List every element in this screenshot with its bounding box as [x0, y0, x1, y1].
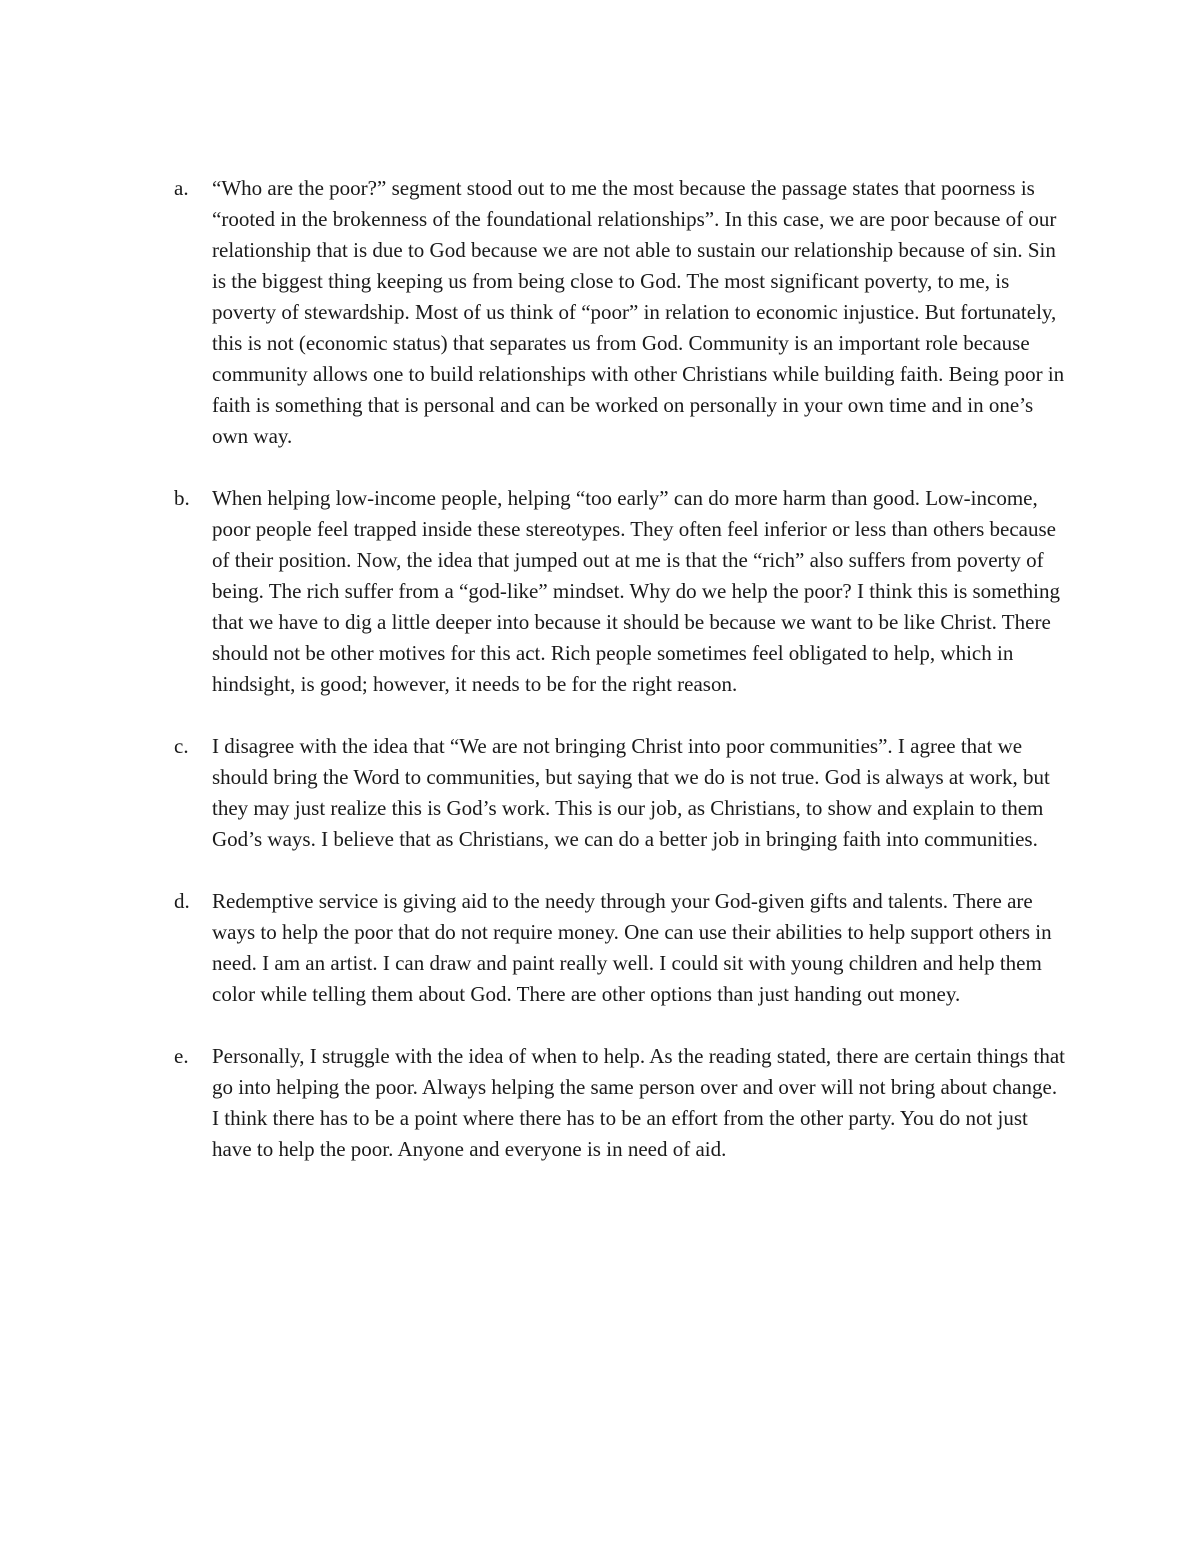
response-list: [174, 173, 1074, 1196]
list-marker: a.: [174, 176, 189, 200]
paragraph-bringing-christ: I disagree with the idea that “We are not bringing Christ into poor communities”. I agree that we should bring the Word to communities, but saying that we do is not true. God is always at work, but they may just realize this is God’s work. This is our job, as Christians, to show and explain to them God’s ways. I believe that as Christians, we can do a better job in bringing faith into communities.: [212, 734, 1050, 851]
paragraph-redemptive-service: Redemptive service is giving aid to the needy through your God-given gifts and talents. There are ways to help the poor that do not require money. One can use their abilities to help support others in need. I am an artist. I can draw and paint really well. I could sit with young children and help them color while telling them about God. There are other options than just handing out money.: [212, 889, 1052, 1006]
paragraph-who-are-the-poor: “Who are the poor?” segment stood out to me the most because the passage states that poorness is “rooted in the brokenness of the foundational relationships”. In this case, we are poor because of our relationship that is due to God because we are not able to sustain our relationship because of sin. Sin is the biggest thing keeping us from being close to God. The most significant poverty, to me, is poverty of stewardship. Most of us think of “poor” in relation to economic injustice. But fortunately, this is not (economic status) that separates us from God. Community is an important role because community allows one to build relationships with other Christians while building faith. Being poor in faith is something that is personal and can be worked on personally in your own time and in one’s own way.: [212, 176, 1065, 448]
list-marker: b.: [174, 486, 190, 510]
paragraph-helping-low-income: When helping low-income people, helping “too early” can do more harm than good. Low-income, poor people feel trapped inside these stereotypes. They often feel inferior or less than others because of their position. Now, the idea that jumped out at me is that the “rich” also suffers from poverty of being. The rich suffer from a “god-like” mindset. Why do we help the poor? I think this is something that we have to dig a little deeper into because it should be because we want to be like Christ. There should not be other motives for this act. Rich people sometimes feel obligated to help, which in hindsight, is good; however, it needs to be for the right reason.: [212, 486, 1060, 696]
list-item-e: [174, 1041, 1074, 1165]
list-marker: d.: [174, 889, 190, 913]
list-marker: e.: [174, 1044, 189, 1068]
list-item-b: [174, 483, 1074, 700]
list-item-d: [174, 886, 1074, 1010]
list-item-c: [174, 731, 1074, 855]
list-item-a: [174, 173, 1074, 452]
paragraph-when-to-help: Personally, I struggle with the idea of when to help. As the reading stated, there are certain things that go into helping the poor. Always helping the same person over and over will not bring about change. I think there has to be a point where there has to be an effort from the other party. You do not just have to help the poor. Anyone and everyone is in need of aid.: [212, 1044, 1065, 1161]
list-marker: c.: [174, 734, 189, 758]
